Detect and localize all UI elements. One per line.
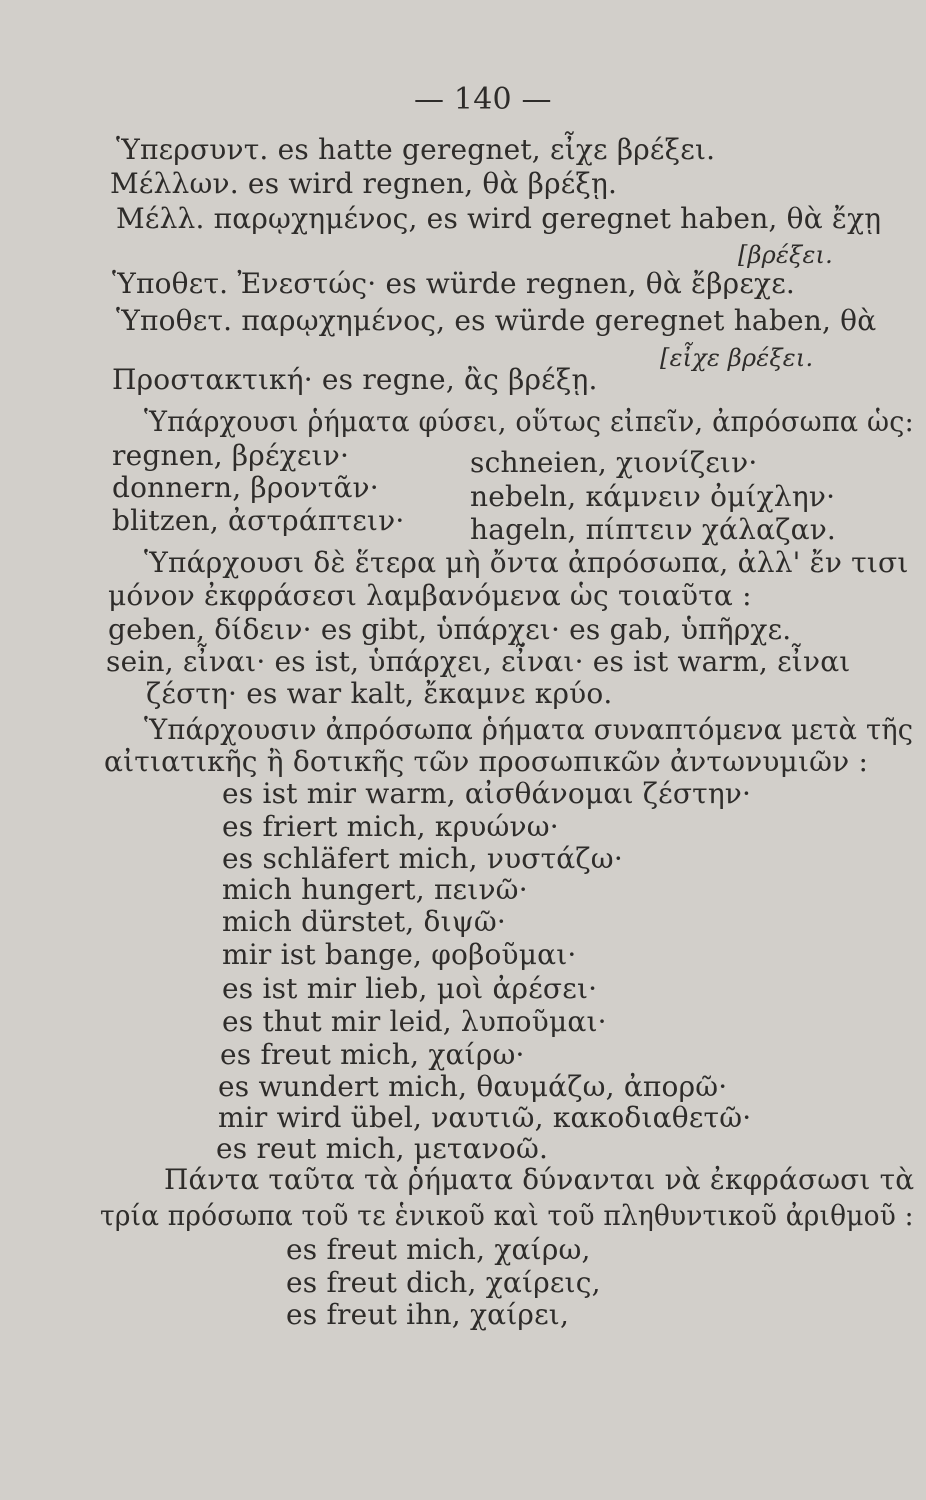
text-line: es wundert mich, θαυμάζω, ἀπορῶ·	[218, 1070, 728, 1103]
text-line: es schläfert mich, νυστάζω·	[222, 842, 623, 875]
text-line: Ὑπάρχουσι δὲ ἕτερα μὴ ὄντα ἀπρόσωπα, ἀλλ' ἔν τισι	[144, 546, 909, 579]
text-line: nebeln, κάμνειν ὀμίχλην·	[470, 480, 836, 513]
text-line: Ὑποθετ. Ἐνεστώς· es würde regnen, θὰ ἔβρεχε.	[112, 267, 796, 300]
text-line: sein, εἶναι· es ist, ὑπάρχει, εἶναι· es ist warm, εἶναι	[106, 645, 851, 678]
text-line: geben, δίδειν· es gibt, ὑπάρχει· es gab, ὑπῆρχε.	[108, 613, 792, 646]
text-line: Προστακτική· es regne, ἂς βρέξῃ.	[112, 363, 598, 396]
text-line: donnern, βροντᾶν·	[112, 471, 379, 504]
text-line: Πάντα ταῦτα τὰ ῥήματα δύνανται νὰ ἐκφράσωσι τὰ	[164, 1163, 915, 1196]
text-line: es freut mich, χαίρω·	[220, 1038, 525, 1071]
text-line: ζέστη· es war kalt, ἔκαμνε κρύο.	[146, 677, 613, 710]
text-line: Ὑποθετ. παρῳχημένος, es würde geregnet haben, θὰ	[116, 304, 877, 337]
text-line: es thut mir leid, λυποῦμαι·	[222, 1005, 607, 1038]
text-line: [εἶχε βρέξει.	[660, 344, 814, 372]
text-line: es freut mich, χαίρω,	[286, 1233, 591, 1266]
text-line: αἰτιατικῆς ἢ δοτικῆς τῶν προσωπικῶν ἀντωνυμιῶν :	[104, 745, 869, 778]
text-line: es friert mich, κρυώνω·	[222, 810, 559, 843]
text-line: blitzen, ἀστράπτειν·	[112, 504, 405, 537]
text-line: mich hungert, πεινῶ·	[222, 873, 528, 906]
text-line: Ὑπάρχουσιν ἀπρόσωπα ῥήματα συναπτόμενα μετὰ τῆς	[144, 713, 914, 746]
text-line: τρία πρόσωπα τοῦ τε ἑνικοῦ καὶ τοῦ πληθυντικοῦ ἀριθμοῦ :	[100, 1199, 914, 1232]
text-line: Μέλλων. es wird regnen, θὰ βρέξῃ.	[110, 167, 618, 200]
text-line: es reut mich, μετανοῶ.	[216, 1132, 549, 1165]
text-line: Ὑπερσυντ. es hatte geregnet, εἶχε βρέξει.	[116, 133, 716, 166]
text-line: hageln, πίπτειν χάλαζαν.	[470, 513, 837, 546]
text-line: es freut dich, χαίρεις,	[286, 1266, 601, 1299]
text-line: mir wird übel, ναυτιῶ, κακοδιαθετῶ·	[218, 1101, 752, 1134]
text-line: es freut ihn, χαίρει,	[286, 1298, 570, 1331]
text-line: μόνον ἐκφράσεσι λαμβανόμενα ὡς τοιαῦτα :	[108, 579, 752, 612]
page-number: — 140 —	[414, 82, 552, 117]
text-line: mich dürstet, διψῶ·	[222, 905, 507, 938]
text-line: mir ist bange, φοβοῦμαι·	[222, 938, 577, 971]
text-line: [βρέξει.	[738, 241, 833, 269]
text-line: es ist mir lieb, μοὶ ἀρέσει·	[222, 972, 598, 1005]
text-line: schneien, χιονίζειν·	[470, 446, 758, 479]
text-line: es ist mir warm, αἰσθάνομαι ζέστην·	[222, 777, 752, 810]
text-line: regnen, βρέχειν·	[112, 439, 350, 472]
text-line: Ὑπάρχουσι ῥήματα φύσει, οὕτως εἰπεῖν, ἀπρόσωπα ὡς:	[144, 405, 914, 438]
text-line: Μέλλ. παρῳχημένος, es wird geregnet haben, θὰ ἔχῃ	[116, 202, 882, 235]
